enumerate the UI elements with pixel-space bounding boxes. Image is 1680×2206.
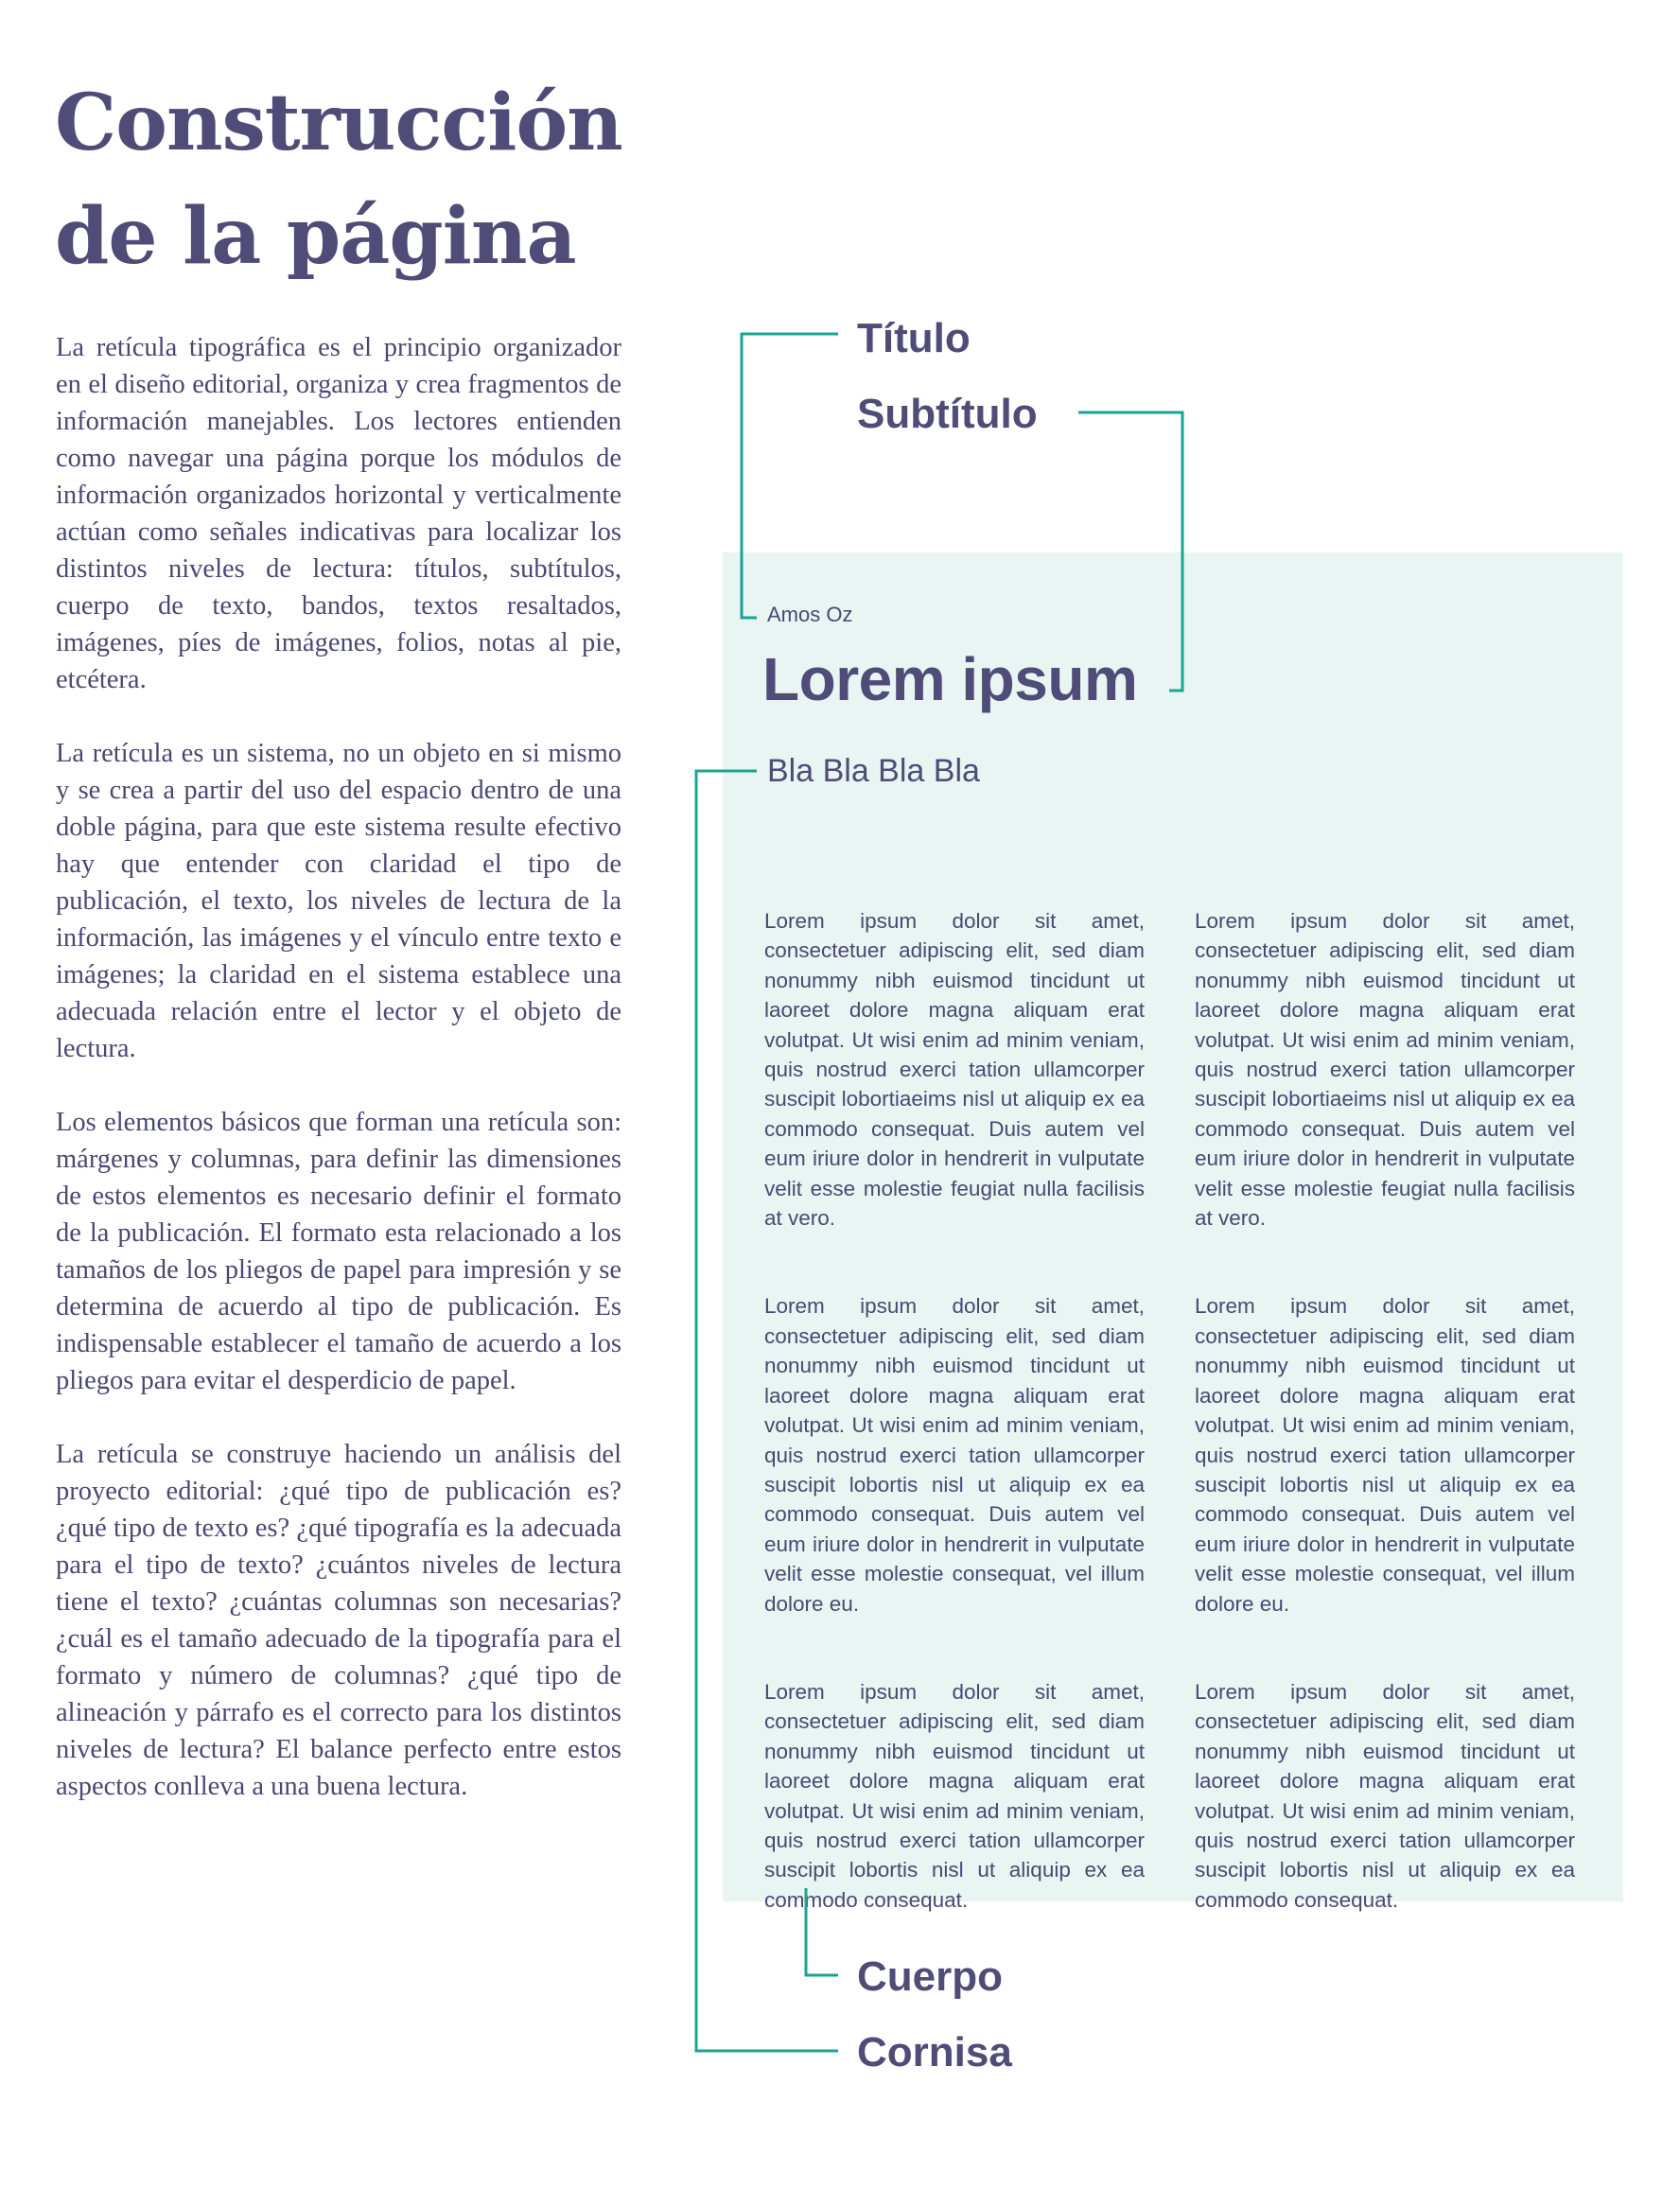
sample-body-paragraph: Lorem ipsum dolor sit amet, consectetuer adipiscing elit, sed diam nonummy nibh euismod tincidunt ut laoreet dolore magna aliquam erat volutpat. Ut wisi enim ad minim veniam, quis nostrud exerci tation ullamcorper suscipit lobortis nisl ut aliquip ex ea commodo consequat. Duis autem vel eum iriure dolor in hendrerit in vulputate velit esse molestie consequat, vel illum dolore eu. (764, 1294, 1145, 1616)
label-cornisa: Cornisa (857, 2029, 1012, 2075)
label-subtitulo: Subtítulo (857, 391, 1038, 437)
intro-paragraph: La retícula es un sistema, no un objeto en si mismo y se crea a partir del uso del espacio dentro de una doble página, para que este sistema resulte efectivo hay que entender con claridad el tipo de publicación, el texto, los niveles de lectura de la información, las imágenes y el vínculo entre texto e imágenes; la claridad en el sistema establece una adecuada relación entre el lector y el objeto de lectura. (56, 739, 621, 1063)
sample-headline: Lorem ipsum (762, 645, 1138, 713)
page-title (55, 66, 717, 293)
intro-text (56, 329, 621, 1842)
sample-body-column-1 (764, 906, 1145, 1973)
intro-paragraph: La retícula se construye haciendo un análisis del proyecto editorial: ¿qué tipo de publicación es? ¿qué tipo de texto es? ¿qué tipografía es la adecuada para el tipo de texto? ¿cuántos niveles de lectura tiene el texto? ¿cuántas columnas son necesarias? ¿cuál es el tamaño adecuado de la tipografía para el formato y número de columnas? ¿qué tipo de alineación y párrafo es el correcto para los distintos niveles de lectura? El balance perfecto entre estos aspectos conlleva a una buena lectura. (56, 1440, 621, 1801)
sample-author: Amos Oz (767, 603, 853, 626)
intro-paragraph: Los elementos básicos que forman una retícula son: márgenes y columnas, para definir las dimensiones de estos elementos es necesario definir el formato de la publicación. El formato esta relacionado a los tamaños de los pliegos de papel para impresión y se determina de acuerdo al tipo de publicación. Es indispensable establecer el tamaño de acuerdo a los pliegos para evitar el desperdicio de papel. (56, 1108, 621, 1395)
sample-body-paragraph: Lorem ipsum dolor sit amet, consectetuer adipiscing elit, sed diam nonummy nibh euismod tincidunt ut laoreet dolore magna aliquam erat volutpat. Ut wisi enim ad minim veniam, quis nostrud exerci tation ullamcorper suscipit lobortiaeims nisl ut aliquip ex ea commodo consequat. Duis autem vel eum iriure dolor in hendrerit in vulputate velit esse molestie feugiat nulla facilisis at vero. (764, 909, 1145, 1231)
sample-body-paragraph: Lorem ipsum dolor sit amet, consectetuer adipiscing elit, sed diam nonummy nibh euismod tincidunt ut laoreet dolore magna aliquam erat volutpat. Ut wisi enim ad minim veniam, quis nostrud exerci tation ullamcorper suscipit lobortis nisl ut aliquip ex ea commodo consequat. (764, 1679, 1145, 1912)
sample-body-paragraph: Lorem ipsum dolor sit amet, consectetuer adipiscing elit, sed diam nonummy nibh euismod tincidunt ut laoreet dolore magna aliquam erat volutpat. Ut wisi enim ad minim veniam, quis nostrud exerci tation ullamcorper suscipit lobortis nisl ut aliquip ex ea commodo consequat. (1195, 1679, 1575, 1912)
sample-body-paragraph: Lorem ipsum dolor sit amet, consectetuer adipiscing elit, sed diam nonummy nibh euismod tincidunt ut laoreet dolore magna aliquam erat volutpat. Ut wisi enim ad minim veniam, quis nostrud exerci tation ullamcorper suscipit lobortis nisl ut aliquip ex ea commodo consequat. Duis autem vel eum iriure dolor in hendrerit in vulputate velit esse molestie consequat, vel illum dolore eu. (1195, 1294, 1575, 1616)
intro-paragraph: La retícula tipográfica es el principio organizador en el diseño editorial, organiza y crea fragmentos de información manejables. Los lectores entienden como navegar una página porque los módulos de información organizados horizontal y verticalmente actúan como señales indicativas para localizar los distintos niveles de lectura: títulos, subtítulos, cuerpo de texto, bandos, textos resaltados, imágenes, píes de imágenes, folios, notas al pie, etcétera. (56, 333, 621, 694)
label-titulo: Título (857, 315, 971, 361)
page-title-line-1: Construcción (55, 78, 622, 168)
sample-kicker: Bla Bla Bla Bla (767, 753, 980, 789)
label-cuerpo: Cuerpo (857, 1953, 1003, 2000)
sample-body-column-2 (1195, 906, 1575, 1973)
sample-body-paragraph: Lorem ipsum dolor sit amet, consectetuer adipiscing elit, sed diam nonummy nibh euismod tincidunt ut laoreet dolore magna aliquam erat volutpat. Ut wisi enim ad minim veniam, quis nostrud exerci tation ullamcorper suscipit lobortiaeims nisl ut aliquip ex ea commodo consequat. Duis autem vel eum iriure dolor in hendrerit in vulputate velit esse molestie feugiat nulla facilisis at vero. (1195, 909, 1575, 1231)
page-title-line-2: de la página (55, 191, 576, 282)
